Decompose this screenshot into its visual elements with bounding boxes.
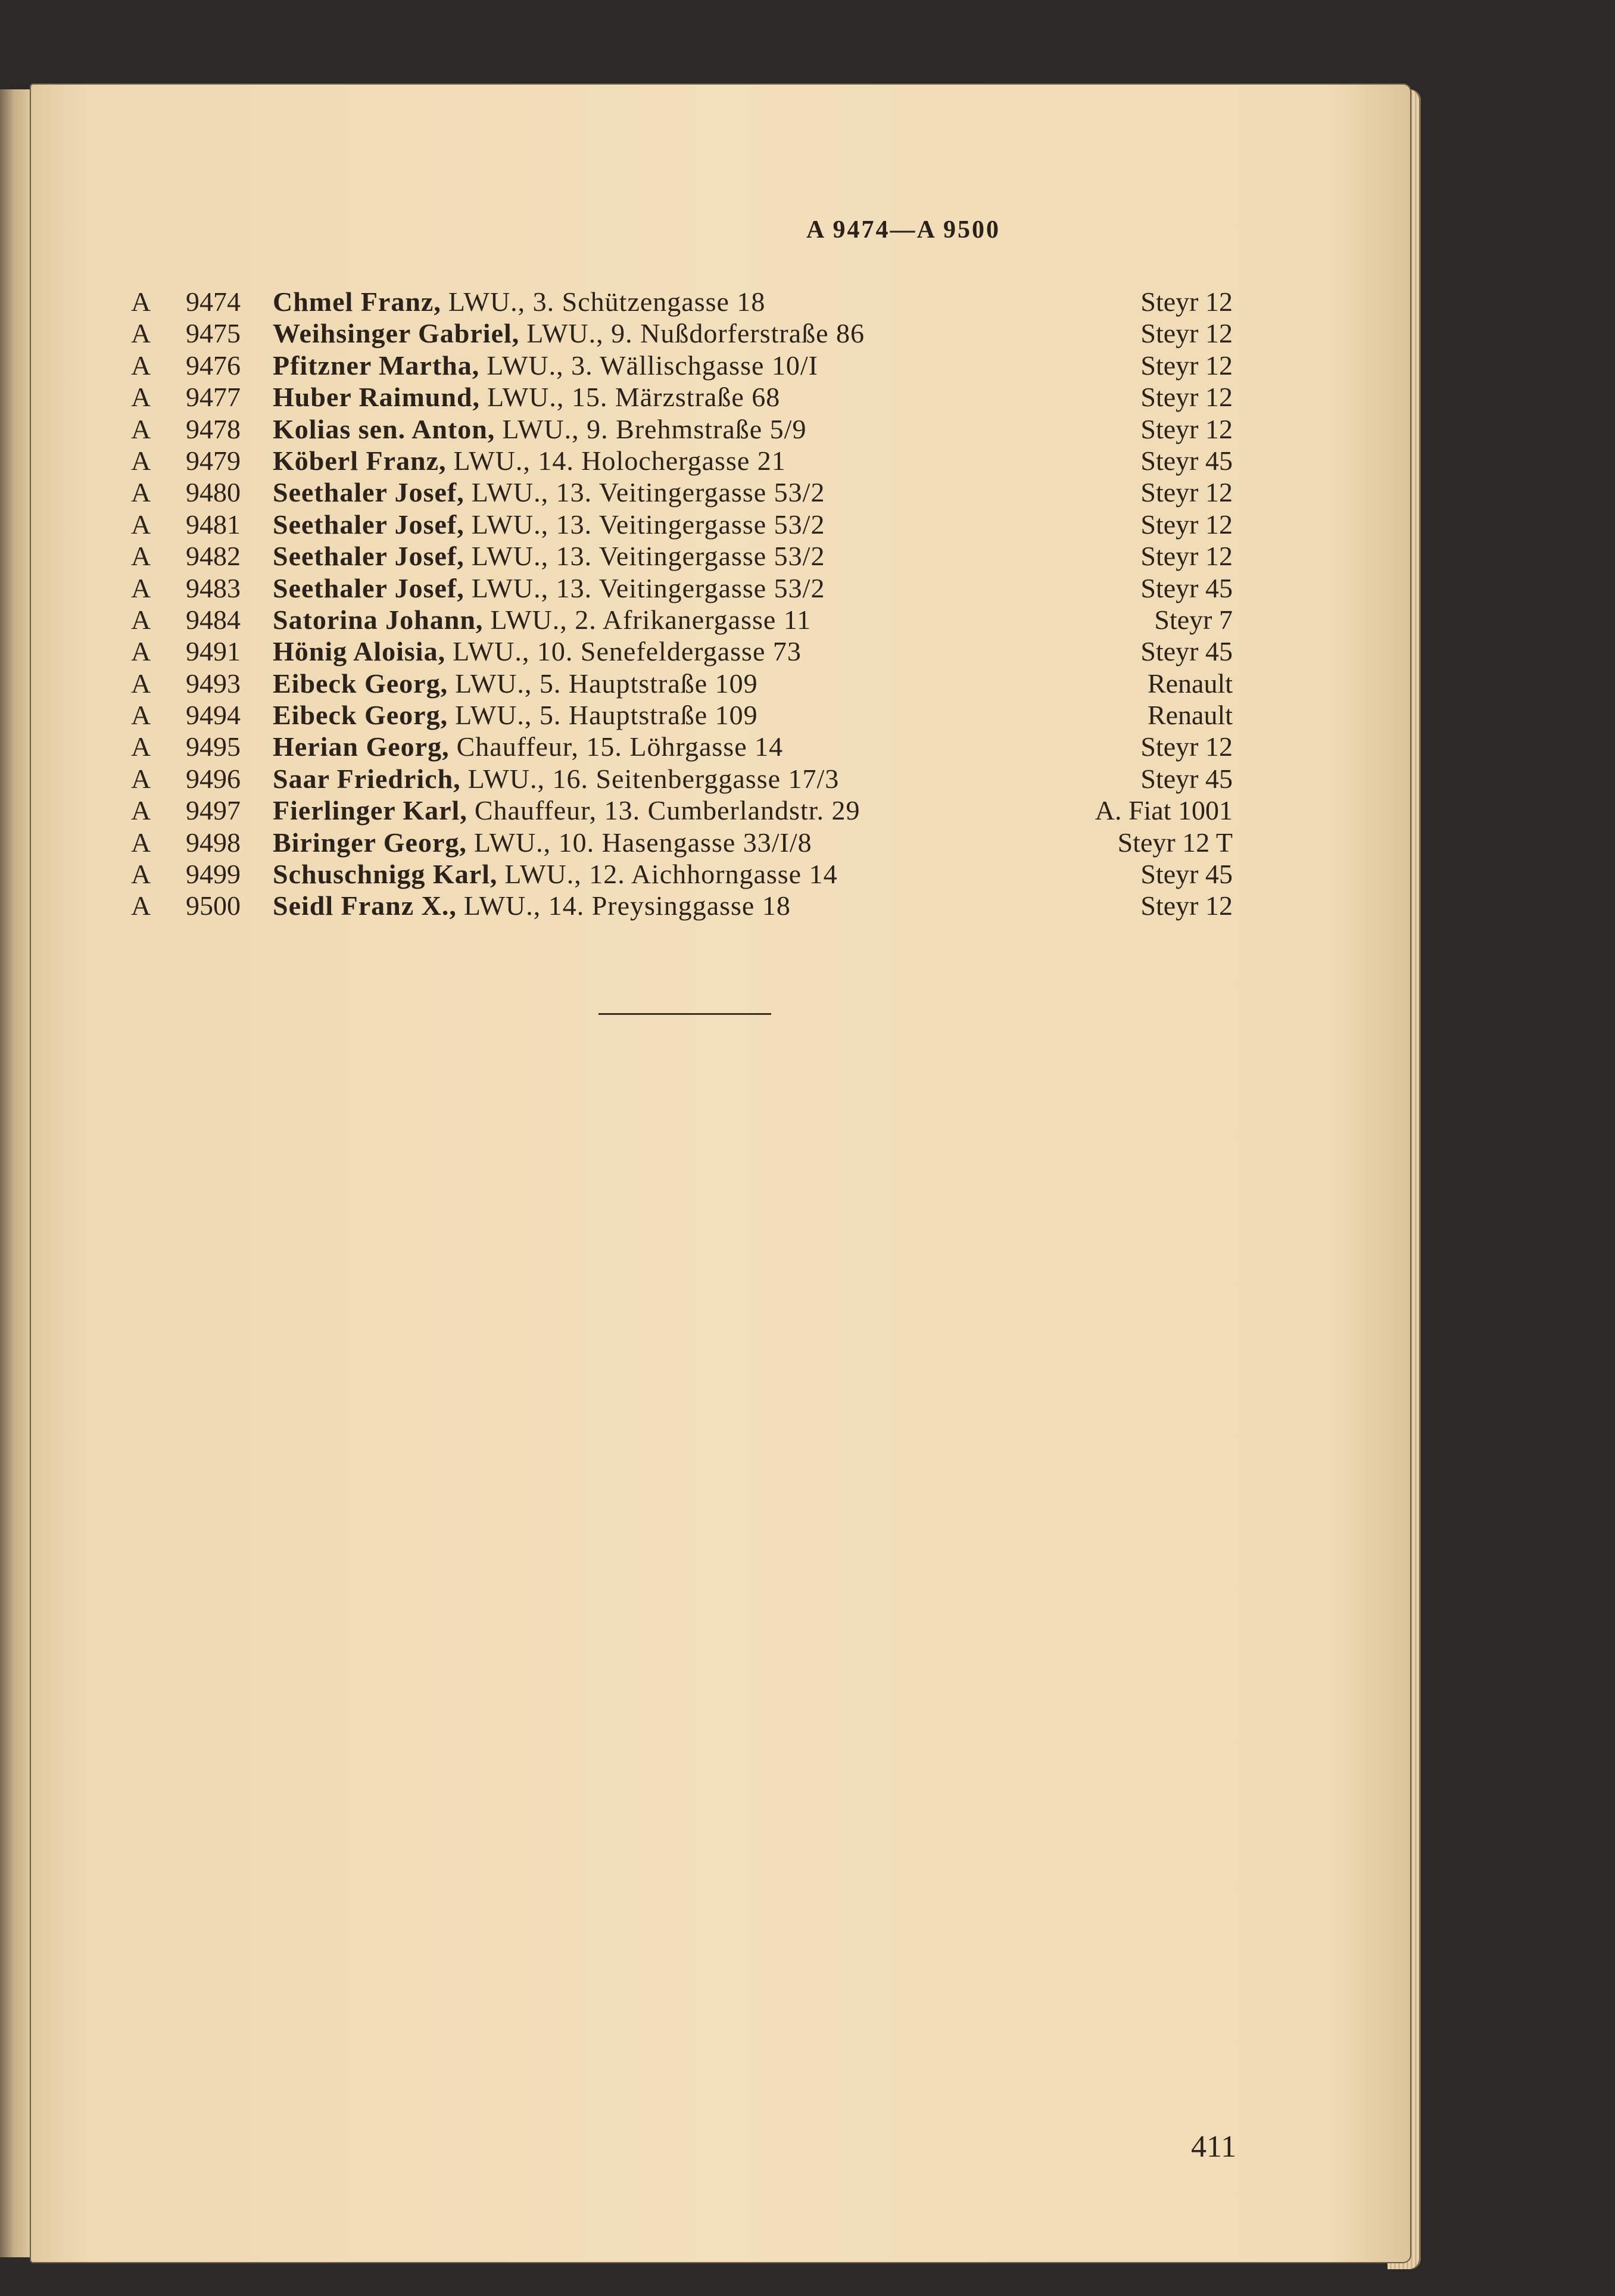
plate-number: 9493 [186, 668, 241, 699]
owner-name [273, 509, 825, 540]
list-item [131, 350, 1233, 381]
owner-name-text: Pfitzner Martha, [273, 350, 480, 381]
vehicle-type: Steyr 12 [1140, 509, 1233, 540]
vehicle-type: Steyr 45 [1140, 763, 1233, 794]
owner-name [273, 604, 811, 635]
owner-address: LWU., 14. Preysinggasse 18 [463, 890, 791, 921]
vehicle-type: Steyr 12 T [1117, 827, 1233, 858]
plate-prefix: A [131, 509, 151, 540]
owner-name-text: Weihsinger Gabriel, [273, 318, 520, 349]
plate-number: 9498 [186, 827, 241, 858]
owner-address: Chauffeur, 13. Cumberlandstr. 29 [474, 795, 860, 826]
plate-prefix: A [131, 286, 151, 317]
owner-name [273, 668, 758, 699]
owner-name [273, 795, 860, 826]
list-item [131, 795, 1233, 826]
owner-name [273, 317, 865, 349]
owner-name [273, 572, 825, 604]
plate-number: 9495 [186, 731, 241, 762]
owner-name [273, 445, 786, 476]
owner-name [273, 381, 780, 413]
owner-address: LWU., 9. Nußdorferstraße 86 [526, 318, 865, 349]
plate-number: 9474 [186, 286, 241, 317]
owner-name [273, 827, 812, 858]
list-item [131, 635, 1233, 667]
plate-prefix: A [131, 827, 151, 858]
plate-prefix: A [131, 731, 151, 762]
owner-name [273, 476, 825, 508]
vehicle-type: Steyr 12 [1140, 318, 1233, 349]
owner-name [273, 350, 818, 381]
list-item [131, 858, 1233, 890]
owner-name [273, 635, 802, 667]
list-item [131, 413, 1233, 445]
page-number: 411 [1191, 2130, 1237, 2164]
plate-prefix: A [131, 445, 151, 476]
owner-name-text: Chmel Franz, [273, 286, 441, 317]
plate-prefix: A [131, 700, 151, 731]
vehicle-type: Steyr 45 [1140, 636, 1233, 667]
vehicle-type: A. Fiat 1001 [1095, 795, 1233, 826]
owner-address: LWU., 2. Afrikanergasse 11 [490, 604, 812, 635]
plate-number: 9476 [186, 350, 241, 381]
owner-name-text: Huber Raimund, [273, 382, 481, 413]
owner-name-text: Fierlinger Karl, [273, 795, 467, 826]
list-item [131, 763, 1233, 795]
owner-name-text: Schuschnigg Karl, [273, 859, 498, 890]
plate-number: 9480 [186, 477, 241, 508]
list-item [131, 827, 1233, 858]
owner-address: LWU., 13. Veitingergasse 53/2 [471, 509, 825, 540]
list-item [131, 317, 1233, 349]
plate-number: 9475 [186, 318, 241, 349]
owner-name-text: Köberl Franz, [273, 445, 447, 476]
owner-address: LWU., 14. Holochergasse 21 [453, 445, 786, 476]
vehicle-type: Steyr 7 [1154, 604, 1233, 635]
owner-address: Chauffeur, 15. Löhrgasse 14 [456, 731, 784, 762]
vehicle-type: Steyr 12 [1140, 382, 1233, 413]
list-item [131, 699, 1233, 731]
list-item [131, 286, 1233, 317]
vehicle-type: Steyr 12 [1140, 541, 1233, 572]
owner-name-text: Seethaler Josef, [273, 572, 464, 603]
owner-name [273, 699, 758, 731]
list-item [131, 890, 1233, 921]
owner-address: LWU., 15. Märzstraße 68 [487, 382, 781, 413]
vehicle-type: Steyr 12 [1140, 286, 1233, 317]
plate-prefix: A [131, 350, 151, 381]
plate-prefix: A [131, 636, 151, 667]
list-item [131, 540, 1233, 572]
vehicle-type: Steyr 45 [1140, 572, 1233, 603]
plate-prefix: A [131, 541, 151, 572]
plate-number: 9484 [186, 604, 241, 635]
plate-prefix: A [131, 668, 151, 699]
owner-address: LWU., 13. Veitingergasse 53/2 [471, 477, 825, 508]
owner-name [273, 858, 838, 890]
plate-number: 9482 [186, 541, 241, 572]
plate-prefix: A [131, 859, 151, 890]
plate-prefix: A [131, 382, 151, 413]
owner-name-text: Saar Friedrich, [273, 763, 461, 794]
vehicle-type: Steyr 12 [1140, 350, 1233, 381]
plate-prefix: A [131, 318, 151, 349]
plate-number: 9494 [186, 700, 241, 731]
registry-list [131, 286, 1233, 922]
owner-name [273, 763, 839, 795]
plate-prefix: A [131, 795, 151, 826]
list-item [131, 731, 1233, 762]
owner-address: LWU., 13. Veitingergasse 53/2 [471, 572, 825, 603]
plate-prefix: A [131, 604, 151, 635]
plate-number: 9497 [186, 795, 241, 826]
owner-name-text: Biringer Georg, [273, 827, 467, 858]
vehicle-type: Steyr 12 [1140, 890, 1233, 921]
plate-number: 9499 [186, 859, 241, 890]
owner-address: LWU., 12. Aichhorngasse 14 [504, 859, 838, 890]
running-header: A 9474—A 9500 [806, 216, 1000, 244]
list-item [131, 572, 1233, 604]
plate-number: 9500 [186, 890, 241, 921]
vehicle-type: Steyr 12 [1140, 731, 1233, 762]
owner-address: LWU., 5. Hauptstraße 109 [455, 700, 758, 731]
list-item [131, 381, 1233, 413]
owner-name-text: Seethaler Josef, [273, 477, 464, 508]
plate-number: 9481 [186, 509, 241, 540]
owner-name [273, 890, 791, 921]
list-item [131, 668, 1233, 699]
plate-number: 9496 [186, 763, 241, 794]
owner-name-text: Seethaler Josef, [273, 541, 464, 572]
owner-address: LWU., 10. Senefeldergasse 73 [453, 636, 802, 667]
list-item [131, 509, 1233, 540]
plate-prefix: A [131, 572, 151, 603]
plate-number: 9479 [186, 445, 241, 476]
owner-name-text: Herian Georg, [273, 731, 450, 762]
owner-address: LWU., 5. Hauptstraße 109 [455, 668, 758, 699]
section-divider [598, 1013, 771, 1015]
owner-name-text: Hönig Aloisia, [273, 636, 446, 667]
vehicle-type: Steyr 12 [1140, 413, 1233, 444]
vehicle-type: Steyr 12 [1140, 477, 1233, 508]
owner-name [273, 286, 765, 317]
owner-name-text: Eibeck Georg, [273, 668, 448, 699]
list-item [131, 476, 1233, 508]
vehicle-type: Steyr 45 [1140, 445, 1233, 476]
owner-address: LWU., 3. Schützengasse 18 [448, 286, 766, 317]
owner-address: LWU., 3. Wällischgasse 10/I [487, 350, 818, 381]
owner-name-text: Satorina Johann, [273, 604, 484, 635]
plate-prefix: A [131, 763, 151, 794]
owner-name-text: Seethaler Josef, [273, 509, 464, 540]
plate-number: 9491 [186, 636, 241, 667]
plate-number: 9483 [186, 572, 241, 603]
plate-prefix: A [131, 890, 151, 921]
vehicle-type: Renault [1147, 668, 1233, 699]
owner-address: LWU., 10. Hasengasse 33/I/8 [473, 827, 812, 858]
vehicle-type: Renault [1147, 700, 1233, 731]
plate-prefix: A [131, 413, 151, 444]
owner-address: LWU., 9. Brehmstraße 5/9 [502, 413, 807, 444]
plate-prefix: A [131, 477, 151, 508]
plate-number: 9477 [186, 382, 241, 413]
list-item [131, 445, 1233, 476]
owner-name-text: Eibeck Georg, [273, 700, 448, 731]
list-item [131, 604, 1233, 635]
book-page [30, 83, 1411, 2263]
plate-number: 9478 [186, 413, 241, 444]
owner-name [273, 731, 783, 762]
owner-address: LWU., 13. Veitingergasse 53/2 [471, 541, 825, 572]
owner-name-text: Seidl Franz X., [273, 890, 457, 921]
owner-name [273, 540, 825, 572]
owner-name [273, 413, 806, 445]
owner-address: LWU., 16. Seitenberggasse 17/3 [467, 763, 840, 794]
vehicle-type: Steyr 45 [1140, 859, 1233, 890]
owner-name-text: Kolias sen. Anton, [273, 413, 495, 444]
